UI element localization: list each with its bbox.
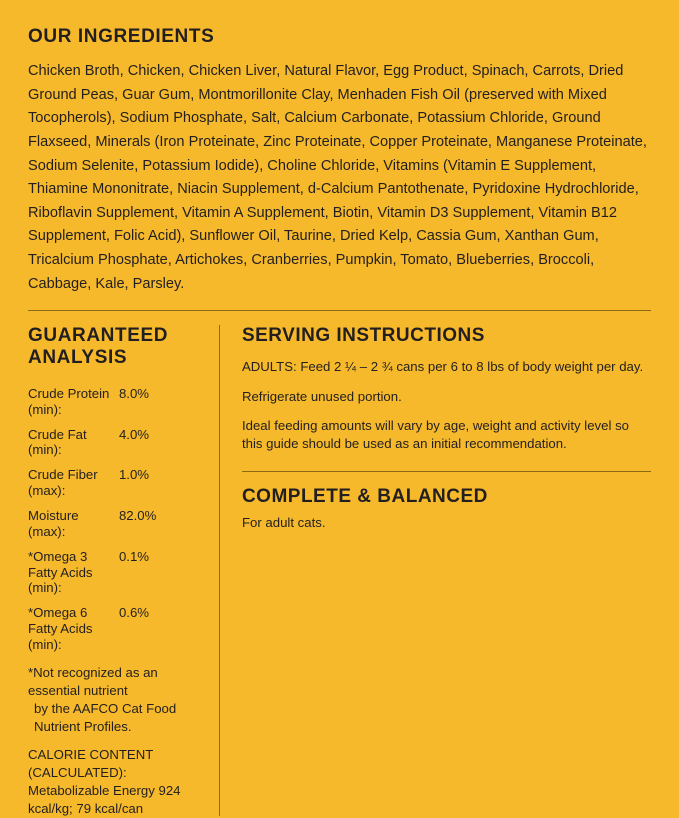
ingredients-section (28, 26, 651, 296)
guaranteed-analysis-section (28, 311, 219, 817)
nutrient-label: Crude Fat (min): (28, 426, 87, 458)
table-row (28, 422, 203, 463)
table-row (28, 463, 203, 504)
table-row (28, 381, 203, 422)
aafco-footnote (28, 664, 203, 735)
table-row (28, 601, 203, 658)
right-column-spacer (242, 533, 651, 818)
calorie-content-value: Metabolizable Energy 924 kcal/kg; 79 kcal/can (28, 783, 181, 816)
right-column-divider (242, 471, 651, 472)
calorie-content (28, 746, 203, 817)
nutrient-value: 0.1% (118, 548, 150, 564)
serving-instructions-section (242, 325, 651, 453)
nutrient-value: 8.0% (118, 385, 150, 401)
nutrient-value: 1.0% (118, 467, 150, 483)
nutrient-value: 0.6% (118, 605, 150, 621)
complete-balanced-title: COMPLETE & BALANCED (241, 486, 488, 508)
table-row (28, 503, 203, 544)
serving-instructions-title: SERVING INSTRUCTIONS (241, 325, 485, 347)
complete-balanced-section (242, 486, 651, 532)
right-column (220, 311, 651, 817)
nutrient-label: *Omega 3 Fatty Acids (min): (28, 548, 93, 596)
serving-instructions-guidance: Ideal feeding amounts will vary by age, weight and activity level so this guide should be used as an initial recommendation. (241, 417, 629, 452)
nutrient-label: *Omega 6 Fatty Acids (min): (28, 605, 93, 652)
nutrient-label: Moisture (max): (28, 507, 79, 539)
complete-balanced-subtitle: For adult cats. (241, 515, 326, 531)
lower-columns (28, 311, 651, 817)
guaranteed-analysis-table (28, 381, 203, 657)
serving-instructions-refrigerate: Refrigerate unused portion. (241, 388, 402, 404)
nutrient-label: Crude Protein (min): (28, 385, 110, 417)
calorie-content-heading: CALORIE CONTENT (CALCULATED): (28, 747, 154, 781)
ingredients-text: Chicken Broth, Chicken, Chicken Liver, Natural Flavor, Egg Product, Spinach, Carrots, Dried Ground Peas, Guar Gum, Montmorillonite Clay, Menhaden Fish Oil (preserved with Mixed Tocopherols), Sodium Phosphate, Salt, Calcium Carbonate, Potassium Chloride, Ground Flaxseed, Minerals (Iron Proteinate, Zinc Proteinate, Copper Proteinate, Manganese Proteinate, Sodium Selenite, Potassium Iodide), Choline Chloride, Vitamins (Vitamin E Supplement, Thiamine Mononitrate, Niacin Supplement, d-Calcium Pantothenate, Pyridoxine Hydrochloride, Riboflavin Supplement, Vitamin A Supplement, Biotin, Vitamin D3 Supplement, Vitamin B12 Supplement, Folic Acid), Sunflower Oil, Taurine, Dried Kelp, Cassia Gum, Xanthan Gum, Tricalcium Phosphate, Artichokes, Cranberries, Pumpkin, Tomato, Blueberries, Broccoli, Cabbage, Kale, Parsley. (28, 63, 647, 292)
nutrient-value: 4.0% (118, 426, 150, 442)
nutrient-value: 82.0% (118, 507, 157, 523)
table-row (28, 544, 203, 601)
ingredients-title: OUR INGREDIENTS (28, 26, 215, 47)
guaranteed-analysis-title: GUARANTEED ANALYSIS (28, 325, 169, 369)
aafco-footnote-line-1: *Not recognized as an essential nutrient (28, 665, 158, 699)
nutrient-label: Crude Fiber (max): (28, 467, 98, 499)
serving-instructions-adults: ADULTS: Feed 2 ¼ – 2 ¾ cans per 6 to 8 lbs of body weight per day. (241, 359, 644, 375)
aafco-footnote-line-2: by the AAFCO Cat Food Nutrient Profiles. (34, 700, 177, 734)
